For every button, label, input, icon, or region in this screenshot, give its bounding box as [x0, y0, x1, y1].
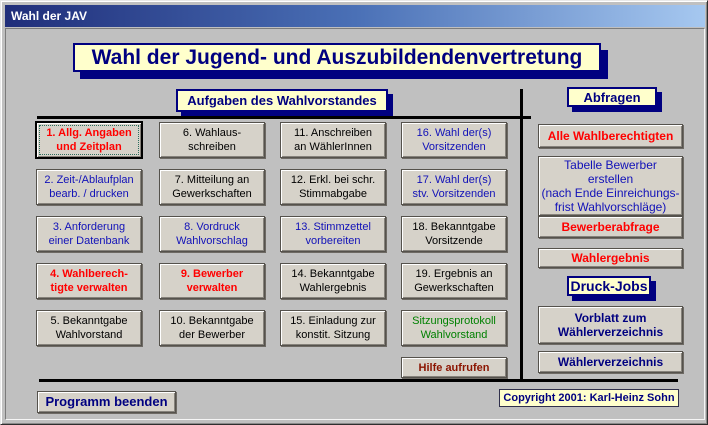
button-label-line: stv. Vorsitzenden — [412, 188, 496, 200]
tasks-section-header: Aufgaben des Wahlvorstandes — [176, 89, 388, 112]
button-label-line: 14. Bekanntgabe — [291, 268, 375, 280]
tasks-column-1 — [36, 122, 142, 346]
quit-program-button[interactable]: Programm beenden — [37, 391, 176, 413]
print-button-waehlerverzeichnis[interactable] — [538, 351, 683, 373]
button-label-line: 7. Mitteilung an — [174, 174, 250, 186]
task-button-2[interactable] — [36, 169, 142, 205]
button-label-line: bearb. / drucken — [49, 188, 129, 200]
button-label-line: (nach Ende Einreichungs- — [541, 186, 680, 200]
task-button-14[interactable] — [280, 263, 386, 299]
task-button-17[interactable] — [401, 169, 507, 205]
tasks-grid — [36, 122, 507, 379]
queries-section-header: Abfragen — [567, 87, 657, 107]
button-label-line: 2. Zeit-/Ablaufplan — [44, 174, 134, 186]
button-label-line: 12. Erkl. bei schr. — [290, 174, 376, 186]
task-button-11[interactable] — [280, 122, 386, 158]
button-label-line: Hilfe aufrufen — [418, 361, 490, 374]
button-label-line: Gewerkschaften — [414, 282, 494, 294]
task-button-9[interactable] — [159, 263, 265, 299]
button-label-line: Stimmabgabe — [299, 188, 367, 200]
separator-horizontal-top — [37, 116, 531, 119]
page-title: Wahl der Jugend- und Auszubildendenvertretung — [73, 43, 601, 72]
button-label-line: Alle Wahlberechtigten — [547, 129, 674, 143]
query-button-bewerberabfrage[interactable] — [538, 216, 683, 238]
button-label-line: Vorsitzende — [425, 235, 483, 247]
button-label-line: der Bewerber — [178, 329, 246, 341]
button-label-line: 17. Wahl der(s) — [416, 174, 492, 186]
button-label-line: 19. Ergebnis an — [415, 268, 493, 280]
button-label-line: Sitzungsprotokoll — [412, 315, 496, 327]
separator-horizontal-bottom — [39, 379, 678, 382]
help-button[interactable] — [401, 357, 507, 378]
task-button-18[interactable] — [401, 216, 507, 252]
button-label-line: verwalten — [186, 282, 238, 294]
task-button-12[interactable] — [280, 169, 386, 205]
print-button-vorblatt[interactable] — [538, 306, 683, 344]
task-button-19[interactable] — [401, 263, 507, 299]
button-label-line: 16. Wahl der(s) — [416, 127, 492, 139]
button-label-line: 1. Allg. Angaben — [46, 127, 132, 139]
title-bar[interactable] — [5, 5, 705, 27]
task-button-4[interactable] — [36, 263, 142, 299]
button-label-line: 5. Bekanntgabe — [50, 315, 128, 327]
button-label-line: 6. Wahlaus- — [182, 127, 242, 139]
button-label-line: 15. Einladung zur — [290, 315, 376, 327]
print-jobs-section-header: Druck-Jobs — [567, 276, 651, 296]
query-button-alle-wahlberechtigten[interactable] — [538, 124, 683, 148]
button-label-line: Wahlergebnis — [571, 251, 650, 265]
button-label-line: Wahlergebnis — [299, 282, 367, 294]
button-label-line: vorbereiten — [305, 235, 361, 247]
button-label-line: Vorsitzenden — [422, 141, 486, 153]
query-button-wahlergebnis[interactable] — [538, 248, 683, 268]
button-label-line: 10. Bekanntgabe — [170, 315, 254, 327]
task-button-6[interactable] — [159, 122, 265, 158]
button-label-line: und Zeitplan — [56, 141, 122, 153]
button-label-line: Vorblatt zum — [574, 311, 647, 325]
task-button-1[interactable] — [36, 122, 142, 158]
button-label-line: Wahlvorstand — [420, 329, 488, 341]
task-button-8[interactable] — [159, 216, 265, 252]
button-label-line: schreiben — [188, 141, 236, 153]
button-label-line: 9. Bewerber — [180, 268, 244, 280]
button-label-line: Wählerverzeichnis — [557, 325, 664, 339]
button-label-line: Wahlvorstand — [55, 329, 123, 341]
tasks-column-4 — [401, 122, 507, 378]
button-label-line: tigte verwalten — [50, 282, 128, 294]
button-label-line: Wählerverzeichnis — [557, 355, 664, 369]
button-label-line: einer Datenbank — [48, 235, 130, 247]
task-button-7[interactable] — [159, 169, 265, 205]
task-button-15[interactable] — [280, 310, 386, 346]
button-label-line: 4. Wahlberech- — [50, 268, 128, 280]
button-label-line: 18. Bekanntgabe — [412, 221, 496, 233]
query-button-tabelle-bewerber[interactable] — [538, 156, 683, 216]
task-button-5[interactable] — [36, 310, 142, 346]
task-button-13[interactable] — [280, 216, 386, 252]
button-label-line: Tabelle Bewerber erstellen — [564, 158, 657, 186]
window-title: Wahl der JAV — [11, 9, 88, 23]
tasks-column-2 — [159, 122, 265, 346]
button-label-line: an WählerInnen — [294, 141, 372, 153]
button-label-line: Gewerkschaften — [172, 188, 252, 200]
button-label-line: Wahlvorschlag — [176, 235, 248, 247]
task-button-sitzungsprotokoll[interactable] — [401, 310, 507, 346]
button-label-line: 8. Vordruck — [184, 221, 240, 233]
button-label-line: konstit. Sitzung — [295, 329, 371, 341]
button-label-line: Bewerberabfrage — [561, 220, 660, 234]
tasks-column-3 — [280, 122, 386, 346]
button-label-line: 3. Anforderung — [52, 221, 126, 233]
button-label-line: 11. Anschreiben — [293, 127, 373, 139]
separator-vertical — [520, 89, 523, 382]
task-button-16[interactable] — [401, 122, 507, 158]
task-button-10[interactable] — [159, 310, 265, 346]
button-label-line: 13. Stimmzettel — [295, 221, 371, 233]
task-button-3[interactable] — [36, 216, 142, 252]
copyright-label: Copyright 2001: Karl-Heinz Sohn — [499, 389, 679, 407]
button-label-line: frist Wahlvorschläge) — [554, 200, 667, 214]
